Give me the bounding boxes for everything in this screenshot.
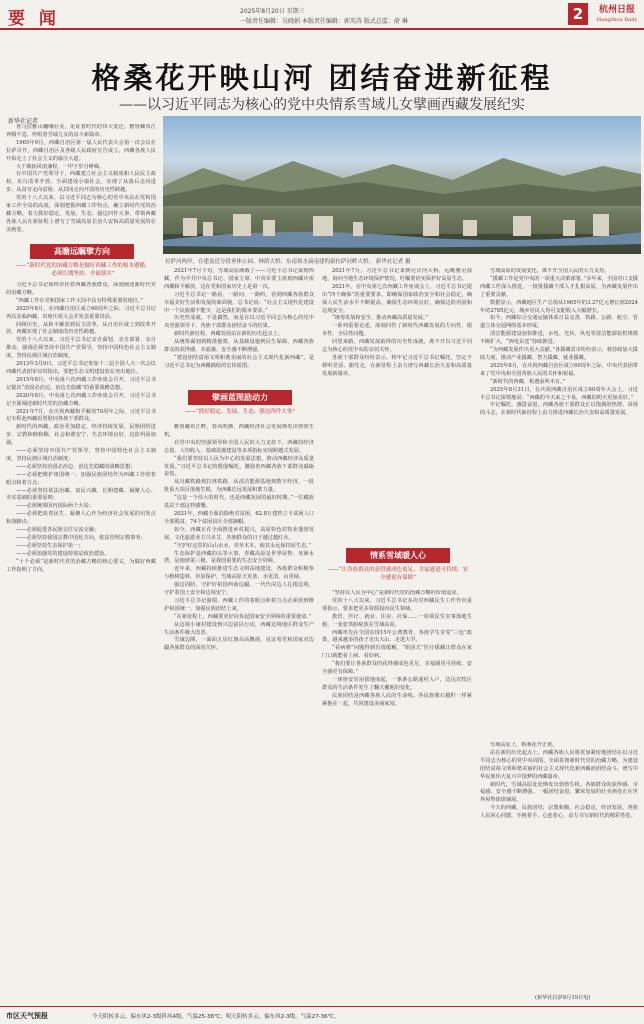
byline: 新华社记者 [8, 118, 39, 125]
logo-text: 杭州日报 [598, 5, 635, 15]
headline: 格桑花开映山河 团结奋进新征程 [91, 61, 553, 95]
subheading-quote-2: ——“抓好稳定、发展、生态、强边四件大事” [184, 409, 296, 415]
paragraph: 从统筹谋划到精准施策，从基础设施到民生保障，西藏各族群众的获得感、幸福感、安全感不断增强。 [164, 339, 314, 354]
paragraph: 如今，西藏正在全面推进乡村振兴，高原特色农牧业蓬勃发展，文化旅游业方兴未艾，各族群众的日子越过越红火。 [164, 526, 314, 541]
paragraph: ——必须坚持生态保护第一； [16, 542, 84, 549]
paragraph: ——必须把改善民生、凝聚人心作为经济社会发展的出发点和落脚点； [6, 511, 156, 526]
paragraph: 2021年，西藏全面消除绝对贫困，62.8万建档立卡贫困人口全部脱贫，74个贫困县区全部摘帽。 [164, 510, 314, 525]
paragraph: 喜马拉雅山巍峨壮美，见证着时代的伟大变迁。雅鲁藏布江奔腾不息，传唱着雪域儿女的奋斗新篇章。 [6, 124, 156, 138]
paragraph: 新时代新征程，西藏发展站在新的历史起点上。 [174, 331, 283, 338]
paragraph: “援藏工作是党中央的一项重大决策部署。”多年来，全国对口支援西藏工作深入推进，一批批援藏干部人才扎根高原，为西藏发展作出了重要贡献。 [480, 275, 638, 298]
weather-footer [0, 1006, 644, 1024]
paragraph: 习近平总书记始终牵挂着西藏各族群众，深刻阐述新时代党的治藏方略。 [6, 282, 156, 296]
paragraph: 2020年8月，中央第七次西藏工作座谈会召开，习近平总书记全面阐述新时代党的治藏方略。 [6, 392, 156, 407]
section-title: 要 闻 [8, 9, 60, 29]
paragraph: “看病难”问题得到有效缓解，“组团式”医疗援藏让群众在家门口就能看上病、看好病。 [322, 645, 472, 660]
paragraph: 党的十八大以来，习近平总书记亲自谋划、亲自部署、亲自推动，强调必须坚持中国共产党领导，坚持中国特色社会主义制度，坚持民族区域自治制度。 [6, 337, 156, 360]
paragraph: 2021年7月，在庆祝西藏和平解放70周年之际，习近平总书记专程赴西藏看望慰问各族干部群众。 [6, 408, 156, 423]
paragraph: 2025年8月，在西藏自治区成立60周年之际，习近平总书记再次亲临西藏，出席庆祝大会并发表重要讲话。 [6, 305, 156, 320]
paragraph: 2021年7月下旬，雪域高原满载了——习近平总书记来到西藏，作为中共中央总书记、国家主席、中央军委主席到西藏庆祝西藏和平解放，这在党和国家历史上是第一次。 [164, 268, 314, 290]
subheadline: ——以习近平同志为核心的党中央情系雪域儿女擘画西藏发展纪实 [119, 97, 525, 113]
weather-label: 市区天气预报 [6, 1011, 48, 1020]
paragraph: 大千载拓风雨兼程，一甲子岁月峥嵘。 [16, 163, 105, 170]
paragraph: 数据显示，西藏地区生产总值从1965年的3.27亿元增长到2024年的2765亿元，城乡居民人均可支配收入大幅增长。 [480, 299, 638, 314]
column-2-body [164, 424, 314, 1004]
paragraph: 雪域高原上，格桑花开正艳。 [490, 742, 558, 748]
paragraph: ——必须坚持治国必治边、治边先稳藏的战略思想； [16, 463, 136, 470]
paragraph: 新时代，雪域高原处处焕发出勃勃生机。各族群众的获得感、幸福感、安全感不断增强。一幅团结奋进、繁荣发展的壮美画卷正在世界屋脊徐徐铺展。 [480, 781, 638, 804]
paragraph: 党的十八大以来，以习近平同志为核心的党中央站在党和国家工作全局的高度，深刻把握西藏工作特点，确立新时代党的治藏方略，着力抓好稳定、发展、生态、强边四件大事，带领西藏各族人民在新征程上谱写了雪域高原长治久安和高质量发展的壮美画卷。 [6, 195, 156, 233]
paragraph: 习近平总书记强调，西藏工作的着眼点和着力点必须放到维护祖国统一、加强民族团结上来。 [164, 597, 314, 612]
paragraph: ——必须坚持中国共产党领导，坚持中国特色社会主义制度，坚持民族区域自治制度； [6, 448, 156, 462]
paragraph: “西藏工作在党和国家工作大局中具有特殊重要的地位。” [16, 297, 144, 304]
paragraph: 雅鲁藏布江畔，春风吹拂，西藏经济社会发展焕发出勃勃生机。 [164, 424, 314, 438]
paragraph: 习近平总书记一路看、一路问、一路听，看到西藏各族群众幸福美好生活和发展的新面貌，总书记说：“社会主义现代化建设中一个民族都不能少，这是我们的根本要求。” [164, 291, 314, 314]
paragraph: 民族团结是西藏各族人民的生命线。各民族像石榴籽一样紧紧抱在一起，共同建设美丽家园。 [322, 692, 472, 707]
paragraph: ——必须坚持依法治藏、富民兴藏、长期建藏、凝聚人心、夯实基础的重要原则； [6, 487, 156, 502]
subheading-box-3: 情系雪域暖人心 [346, 548, 450, 563]
logo-sub: Hangzhou Daily [596, 17, 638, 23]
newspaper-logo [594, 4, 640, 26]
paragraph: 党的十八大以来，习近平总书记多次对西藏民生工作作出重要指示，要求把更多资源投向民生领域。 [322, 597, 472, 612]
paragraph: ——必须统筹国内国际两个大局； [16, 503, 94, 510]
paragraph: ——必须加强党的建设特别是政治建设。 [16, 550, 110, 557]
column-2-top [164, 268, 314, 386]
paragraph: “为西藏发展作出更大贡献。”各援藏省市纷纷表示，将持续加大援助力度，推动产业援藏、智力援藏、就业援藏。 [480, 347, 638, 361]
paragraph: 1965年9月，西藏自治区第一届人民代表大会第一次会议在拉萨召开，西藏自治区及各级人民政府宣告成立，西藏各族人民开始走上了社会主义的康庄大道。 [6, 139, 156, 162]
paragraph: 从边境小康村建设到兴边富民行动，西藏边境地区群众生产生活条件极大改善。 [164, 621, 314, 636]
column-4-top [480, 268, 638, 738]
column-1-body [6, 282, 156, 1004]
paragraph: “新时代的西藏，机遇前所未有。” [490, 378, 566, 385]
city-buildings [163, 204, 641, 254]
paragraph: 近年来，西藏持续推进生态文明高地建设，各族群众积极参与植树造林、草原保护，雪域高原天更蓝、水更清、山更绿。 [164, 566, 314, 581]
paragraph: 2021年，在中央第七次西藏工作座谈会上，习近平总书记提出“四个确保”的重要要求，即确保国家政治安全和社会稳定，确保人民生活水平不断提高，确保生态环境良好，确保边防巩固和边境安全。 [322, 283, 472, 314]
paragraph: 雪域边陲，一面面五星红旗高高飘扬，见证着党和国家对边疆各族群众的深切关怀。 [164, 637, 314, 652]
mountain-silhouette [163, 146, 641, 206]
paragraph: ——必须促进各民族交往交流交融； [16, 527, 100, 534]
paragraph: 2015年8月，中央第六次西藏工作座谈会召开，习近平总书记提出“治国必治边、治边先稳藏”的重要战略思想。 [6, 376, 156, 391]
paragraph: 如今，西藏综合交通运输体系日益完善，铁路、公路、航空、管道立体交通网络基本形成。 [480, 315, 638, 330]
paragraph: 2021年7月，习近平总书记来到尼洋河大桥，远眺雅尼湿地，询问当地生态环境保护情况，叮嘱要切实保护好高原生态。 [322, 268, 472, 282]
paragraph: 雪域高原的发展变化，离不开全国人民的大力支持。 [490, 268, 610, 274]
paragraph: “统筹发展和安全，推动西藏高质量发展。” [332, 315, 429, 322]
paragraph: ——必须坚持我国宗教中国化方向，依法管理宗教事务； [16, 535, 146, 541]
paragraph: 一座座安居房拔地而起，一条条公路通村入户，边远农牧区群众的生活条件发生了翻天覆地的变化。 [322, 676, 472, 691]
paragraph: 回望来路，西藏发展取得的历史性成就，离不开以习近平同志为核心的党中央的亲切关怀。 [322, 339, 472, 354]
paragraph: 在中国共产党领导下，西藏建立社会主义制度和人民民主政权，实行改革开放，全面建成小康社会，实现了从落后走向进步、从贫穷走向富裕、从封闭走向开放的历史性跨越。 [6, 171, 156, 194]
paragraph: “建设团结富裕文明和谐美丽的社会主义现代化新西藏”，是习近平总书记为西藏描绘的宏伟蓝图。 [164, 354, 314, 369]
column-1-intro [6, 124, 156, 240]
photo-caption: 拉萨河两岸，在建及近分段垂体公园、林荫大桥、东南领水滴南建的新拉萨河畔大桥。 新华社记者 摄 [165, 259, 411, 265]
paragraph: 西藏率先在全国实现15年公费教育，各族学生享受“三包”政策，越来越多的孩子走出大山、走进大学。 [322, 629, 472, 644]
column-3-top [322, 268, 472, 542]
paragraph: “坚持以人民为中心”是新时代党的治藏方略的价值追求。 [332, 590, 462, 596]
paragraph: 强边固防，守护好祖国西南边疆。一代代戍边人扎根边境，守护着国土安全和边境安宁。 [164, 582, 314, 597]
paragraph: “我们要让各族群众的获得感成色更足、幸福感更可持续、安全感更有保障。” [322, 661, 472, 676]
subheading-box-1: 高瞻远瞩擘方向 [30, 244, 134, 259]
page-header [0, 0, 644, 30]
page-number: 2 [568, 3, 588, 25]
column-4-body [480, 742, 638, 992]
subheading-box-2: 擘画蓝图励动力 [188, 390, 292, 405]
paragraph: ——必须把维护祖国统一、加强民族团结作为西藏工作的着眼点和着力点； [6, 471, 156, 486]
paragraph: 一系列重要论述，深刻回答了新时代西藏发展的方向性、根本性、全局性问题。 [322, 323, 472, 338]
paragraph: “守护好这里的山山水水、草草木木，使其永远保持原生态。” [174, 542, 312, 549]
paragraph: 新时代的西藏，政治更加稳定、经济持续发展、民族团结进步、宗教和睦和顺、社会和谐安宁、生态环境良好、边防巩固加强。 [6, 424, 156, 447]
dateline-signature: (新华社拉萨8月19日电) [535, 995, 591, 1001]
paragraph: 在党中央的坚强领导和全国人民的大力支持下，西藏的经济总量、人均收入、基础设施建设等多项指标实现跨越式发展。 [164, 439, 314, 454]
header-editors: 一版责任编辑：吴晓娟 本版责任编辑：郭英涛 版式总监：俞 琳 [240, 18, 408, 25]
paragraph: 回顾历史，从和平解放到民主改革，从自治区成立到改革开放，西藏实现了社会制度的历史性跨越。 [6, 321, 156, 336]
header-date: 2025年8月20日 星期三 [240, 8, 305, 15]
paragraph: “我们要坚持以人民为中心的发展思想，推动西藏经济高质量发展。”习近平总书记的殷殷嘱托，激励着西藏各族干部群众砥砺奋进。 [164, 455, 314, 478]
paragraph: 从川藏铁路到拉林铁路，从清洁能源基地到数字经济，一批批重大项目落地生根，为西藏长远发展积蓄力量。 [164, 479, 314, 494]
paragraph: 清洁能源建设加快推进，水电、光伏、风电等清洁能源装机规模不断扩大，“西电东送”持续推进。 [480, 331, 638, 346]
paragraph: 教育、医疗、就业、住房、社保……一项项民生实事落地生根，一张张笑脸绽放在雪域高原。 [322, 613, 472, 628]
column-3-body [322, 590, 472, 1004]
paragraph: 今天的西藏，民族团结，宗教和顺，社会稳定，经济发展。各族人民同心同德，手挽着手、心连着心，奋力书写新时代的精彩答卷。 [480, 805, 638, 820]
paragraph: “在新征程上，西藏要更好肩负起国家安全屏障的重要使命。” [174, 613, 312, 620]
lhasa-river-photo [163, 116, 641, 254]
paragraph: 牢记嘱托、感恩奋进。西藏各族干部群众正以饱满的热情、昂扬的斗志，在新时代新征程上奋力推进西藏长治久安和高质量发展。 [480, 402, 638, 417]
paragraph: 生态保护是西藏的头等大事，青藏高原是世界屋脊、亚洲水塔，是地球第三极，是我国重要的生态安全屏障。 [164, 550, 314, 565]
paragraph: 站在新的历史起点上，西藏各族人民将更加紧密地团结在以习近平同志为核心的党中央周围，全面贯彻新时代党的治藏方略，为建设团结富裕文明和谐美丽的社会主义现代化新西藏而团结奋斗，谱写中华民族伟大复兴中国梦的西藏篇章。 [480, 749, 638, 780]
subheading-quote-1: ——“新时代党的治藏方略是做好西藏工作的根本遵循，必须长期坚持、全面落实” [15, 263, 151, 277]
paragraph: 2025年8月，在庆祝西藏自治区成立60周年之际，中央代表团带来了党中央和全国各族人民的关怀和祝福。 [480, 362, 638, 377]
paragraph: 2013年3月9日，习近平总书记参加十二届全国人大一次会议西藏代表团审议时指出，要把生态文明建设放在突出地位。 [6, 361, 156, 375]
paragraph: “十个必须”是新时代党的治藏方略的核心要义，为做好西藏工作指明了方向。 [6, 558, 156, 573]
weather-text: 今天阴转多云，偏东风2-3级阵风4级，气温25-38℃；明天阴转多云，偏东风2-3级，气温27-36℃。 [92, 1014, 340, 1020]
paragraph: 2025年8月21日，在庆祝西藏自治区成立60周年大会上，习近平总书记深情地说：“西藏的今天来之不易，西藏的明天更加美好。” [480, 386, 638, 401]
paragraph: “这是一个伟大的时代，也是西藏发展的最好时期。”一位藏族基层干部这样感慨。 [164, 495, 314, 510]
subheading-quote-3: ——“让各族群众的获得感成色更足、幸福感更可持续、安全感更有保障” [327, 567, 469, 581]
paragraph: 历史性成就，不是偶然，而是在以习近平同志为核心的党中央坚强领导下，各族干部群众团结奋斗的结果。 [164, 315, 314, 330]
paragraph: 各族干部群众纷纷表示，将牢记习近平总书记嘱托，坚定不移听党话、跟党走，在新征程上奋力谱写西藏长治久安和高质量发展新篇章。 [322, 354, 472, 377]
